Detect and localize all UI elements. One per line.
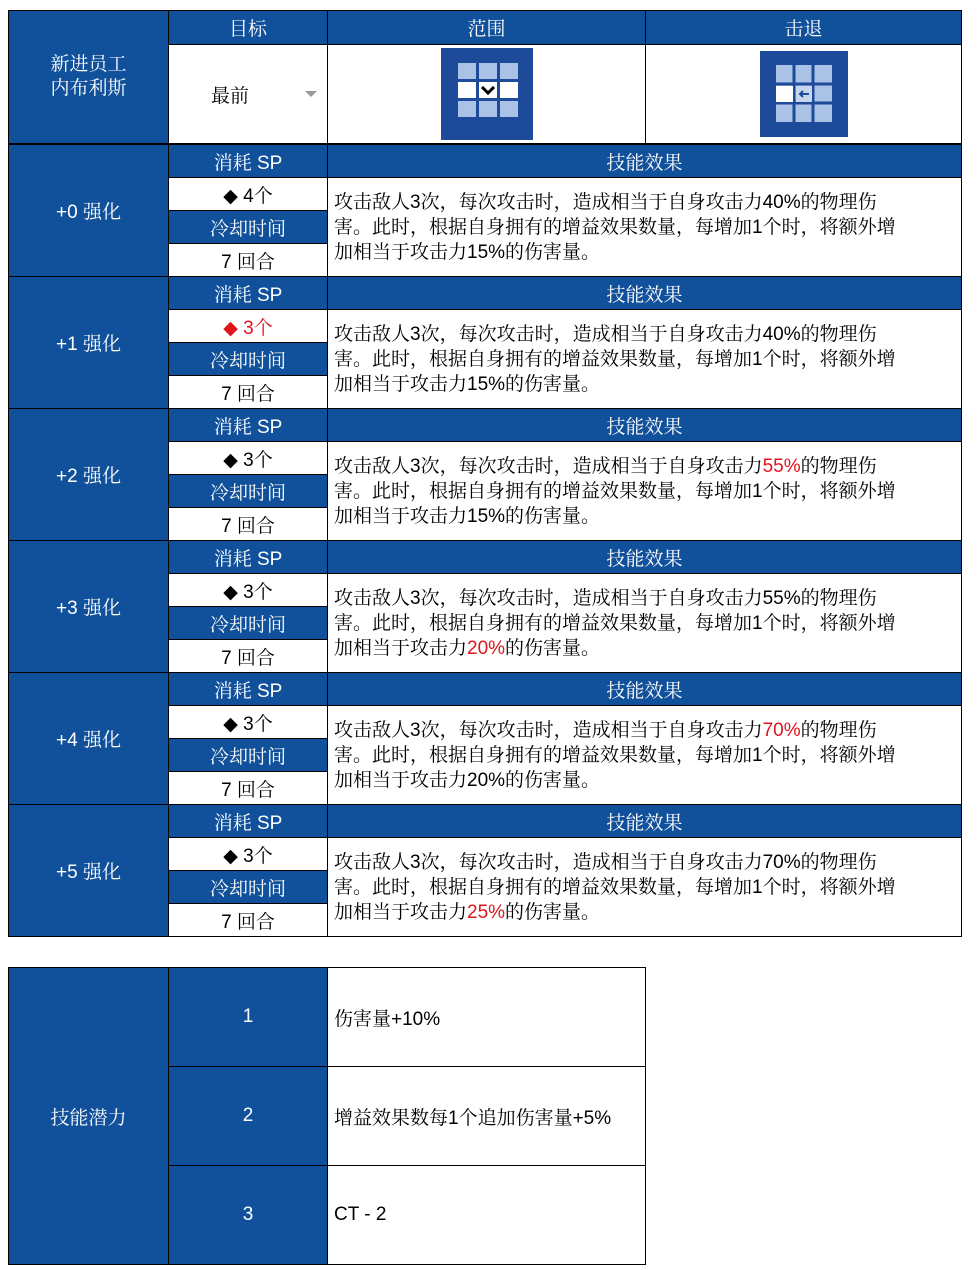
effect-text: 攻击敌人3次，每次攻击时，造成相当于自身攻击力55%的物理伤 害。此时，根据自身拥有的增益效果数量，每增加1个时，将额外增 加相当于攻击力15%的伤害量。: [334, 455, 896, 527]
cooldown-label: 冷却时间: [168, 738, 328, 772]
knockback-header: 击退: [645, 10, 962, 45]
knockback-arrow-icon: [760, 51, 848, 137]
range-grid-icon: [441, 48, 533, 140]
sp-value: ◆ 3个: [168, 309, 328, 343]
level-label: +0 强化: [8, 144, 169, 277]
cooldown-label: 冷却时间: [168, 210, 328, 244]
level-label: +5 强化: [8, 804, 169, 937]
potential-text-3: CT - 2: [327, 1165, 646, 1265]
effect-description: [327, 573, 962, 673]
cooldown-value: 7 回合: [168, 771, 328, 805]
cooldown-value: 7 回合: [168, 507, 328, 541]
effect-description: [327, 441, 962, 541]
sp-value: ◆ 4个: [168, 177, 328, 211]
sp-label: 消耗 SP: [168, 804, 328, 838]
effect-description: [327, 309, 962, 409]
target-select[interactable]: [168, 44, 328, 144]
level-label: +4 强化: [8, 672, 169, 805]
target-select-value: 最前: [211, 85, 250, 107]
effect-description: [327, 177, 962, 277]
effect-header: 技能效果: [327, 804, 962, 838]
sp-value: ◆ 3个: [168, 441, 328, 475]
cooldown-label: 冷却时间: [168, 342, 328, 376]
sp-label: 消耗 SP: [168, 408, 328, 442]
potential-num-2: 2: [168, 1066, 328, 1166]
effect-header: 技能效果: [327, 408, 962, 442]
character-name: [8, 10, 169, 144]
knockback-cell: [645, 44, 962, 144]
effect-header: 技能效果: [327, 672, 962, 706]
target-header: 目标: [168, 10, 328, 45]
level-label: +3 强化: [8, 540, 169, 673]
cooldown-label: 冷却时间: [168, 870, 328, 904]
sp-value: ◆ 3个: [168, 573, 328, 607]
potential-text-1: 伤害量+10%: [327, 967, 646, 1067]
effect-text: 攻击敌人3次，每次攻击时，造成相当于自身攻击力40%的物理伤 害。此时，根据自身拥有的增益效果数量，每增加1个时，将额外增 加相当于攻击力15%的伤害量。: [334, 191, 896, 263]
level-label: +1 强化: [8, 276, 169, 409]
potential-label: 技能潜力: [8, 967, 169, 1265]
range-cell: [327, 44, 646, 144]
potential-num-3: 3: [168, 1165, 328, 1265]
sp-value: ◆ 3个: [168, 837, 328, 871]
effect-text: 攻击敌人3次，每次攻击时，造成相当于自身攻击力70%的物理伤 害。此时，根据自身拥有的增益效果数量，每增加1个时，将额外增 加相当于攻击力25%的伤害量。: [334, 851, 896, 923]
character-name-line2: 内布利斯: [50, 78, 127, 99]
potential-text-2: 增益效果数每1个追加伤害量+5%: [327, 1066, 646, 1166]
chevron-down-icon: [305, 91, 317, 97]
cooldown-value: 7 回合: [168, 375, 328, 409]
sp-label: 消耗 SP: [168, 540, 328, 574]
cooldown-value: 7 回合: [168, 243, 328, 277]
potential-num-1: 1: [168, 967, 328, 1067]
level-label: +2 强化: [8, 408, 169, 541]
effect-header: 技能效果: [327, 144, 962, 178]
cooldown-label: 冷却时间: [168, 606, 328, 640]
sp-value: ◆ 3个: [168, 705, 328, 739]
character-name-line1: 新进员工: [50, 54, 127, 75]
cooldown-value: 7 回合: [168, 903, 328, 937]
effect-description: [327, 705, 962, 805]
effect-header: 技能效果: [327, 540, 962, 574]
cooldown-label: 冷却时间: [168, 474, 328, 508]
effect-text: 攻击敌人3次，每次攻击时，造成相当于自身攻击力40%的物理伤 害。此时，根据自身拥有的增益效果数量，每增加1个时，将额外增 加相当于攻击力15%的伤害量。: [334, 323, 896, 395]
sp-label: 消耗 SP: [168, 672, 328, 706]
sp-label: 消耗 SP: [168, 276, 328, 310]
effect-header: 技能效果: [327, 276, 962, 310]
effect-text: 攻击敌人3次，每次攻击时，造成相当于自身攻击力55%的物理伤 害。此时，根据自身拥有的增益效果数量，每增加1个时，将额外增 加相当于攻击力20%的伤害量。: [334, 587, 896, 659]
range-header: 范围: [327, 10, 646, 45]
effect-description: [327, 837, 962, 937]
sp-label: 消耗 SP: [168, 144, 328, 178]
effect-text: 攻击敌人3次，每次攻击时，造成相当于自身攻击力70%的物理伤 害。此时，根据自身拥有的增益效果数量，每增加1个时，将额外增 加相当于攻击力20%的伤害量。: [334, 719, 896, 791]
cooldown-value: 7 回合: [168, 639, 328, 673]
